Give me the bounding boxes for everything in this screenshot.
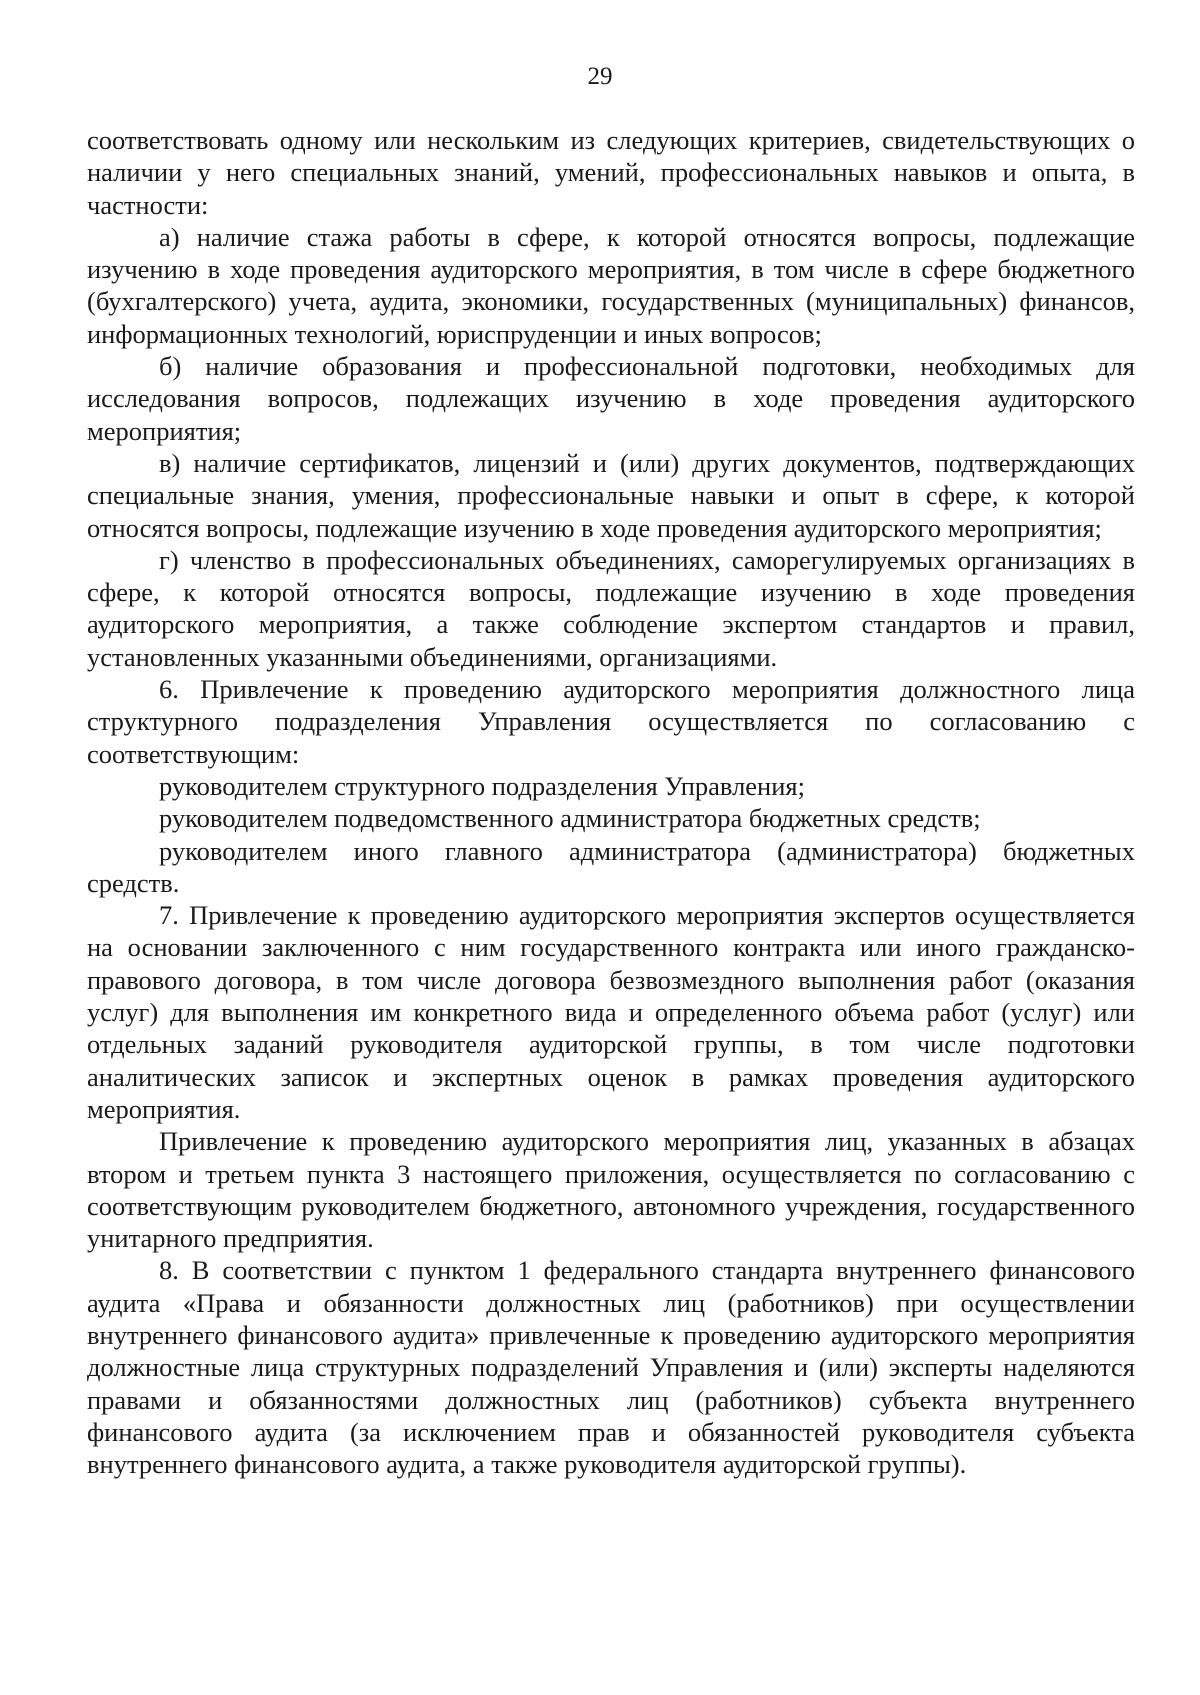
paragraph-item-7: 7. Привлечение к проведению аудиторского мероприятия экспертов осуществляется на основании заключенного с ним государственного контракта или иного гражданско-правового договора, в том числе договора безвозмездного выполнения работ (оказания услуг) для выполнения им конкретного вида и определенного объема работ (услуг) или отдельных заданий руководителя аудиторской группы, в том числе подготовки аналитических записок и экспертных оценок в рамках проведения аудиторского мероприятия.: [87, 900, 1135, 1124]
paragraph-item-6-head-other: руководителем иного главного администратора (администратора) бюджетных средств.: [87, 835, 1135, 898]
paragraph-criterion-b: б) наличие образования и профессиональной подготовки, необходимых для исследования вопросов, подлежащих изучению в ходе проведения аудиторского мероприятия;: [87, 351, 1135, 446]
paragraph-item-7-second: Привлечение к проведению аудиторского мероприятия лиц, указанных в абзацах втором и третьем пункта 3 настоящего приложения, осуществляется по согласованию с соответствующим руководителем бюджетного, автономного учреждения, государственного унитарного предприятия.: [87, 1126, 1135, 1254]
paragraph-item-6-head-structural: руководителем структурного подразделения Управления;: [159, 770, 805, 801]
paragraph-item-6-head-subordinate: руководителем подведомственного администратора бюджетных средств;: [159, 803, 981, 834]
document-body: [87, 124, 1135, 1480]
paragraph-criterion-g: г) членство в профессиональных объединениях, саморегулируемых организациях в сфере, к которой относятся вопросы, подлежащие изучению в ходе проведения аудиторского мероприятия, а также соблюдение экспертом стандартов и правил, установленных указанными объединениями, организациями.: [87, 544, 1135, 672]
paragraph-criteria-intro: соответствовать одному или нескольким из следующих критериев, свидетельствующих о наличии у него специальных знаний, умений, профессиональных навыков и опыта, в частности:: [87, 125, 1135, 220]
paragraph-item-6: 6. Привлечение к проведению аудиторского мероприятия должностного лица структурного подразделения Управления осуществляется по согласованию с соответствующим:: [87, 674, 1135, 769]
page-number: 29: [587, 63, 613, 90]
paragraph-item-8: 8. В соответствии с пунктом 1 федерального стандарта внутреннего финансового аудита «Права и обязанности должностных лиц (работников) при осуществлении внутреннего финансового аудита» привлеченные к проведению аудиторского мероприятия должностные лица структурных подразделений Управления и (или) эксперты наделяются правами и обязанностями должностных лиц (работников) субъекта внутреннего финансового аудита (за исключением прав и обязанностей руководителя субъекта внутреннего финансового аудита, а также руководителя аудиторской группы).: [87, 1255, 1135, 1480]
paragraph-criterion-v: в) наличие сертификатов, лицензий и (или) других документов, подтверждающих специальные знания, умения, профессиональные навыки и опыт в сфере, к которой относятся вопросы, подлежащие изучению в ходе проведения аудиторского мероприятия;: [87, 447, 1135, 543]
paragraph-criterion-a: а) наличие стажа работы в сфере, к которой относятся вопросы, подлежащие изучению в ходе проведения аудиторского мероприятия, в том числе в сфере бюджетного (бухгалтерского) учета, аудита, экономики, государственных (муниципальных) финансов, информационных технологий, юриспруденции и иных вопросов;: [87, 221, 1135, 349]
